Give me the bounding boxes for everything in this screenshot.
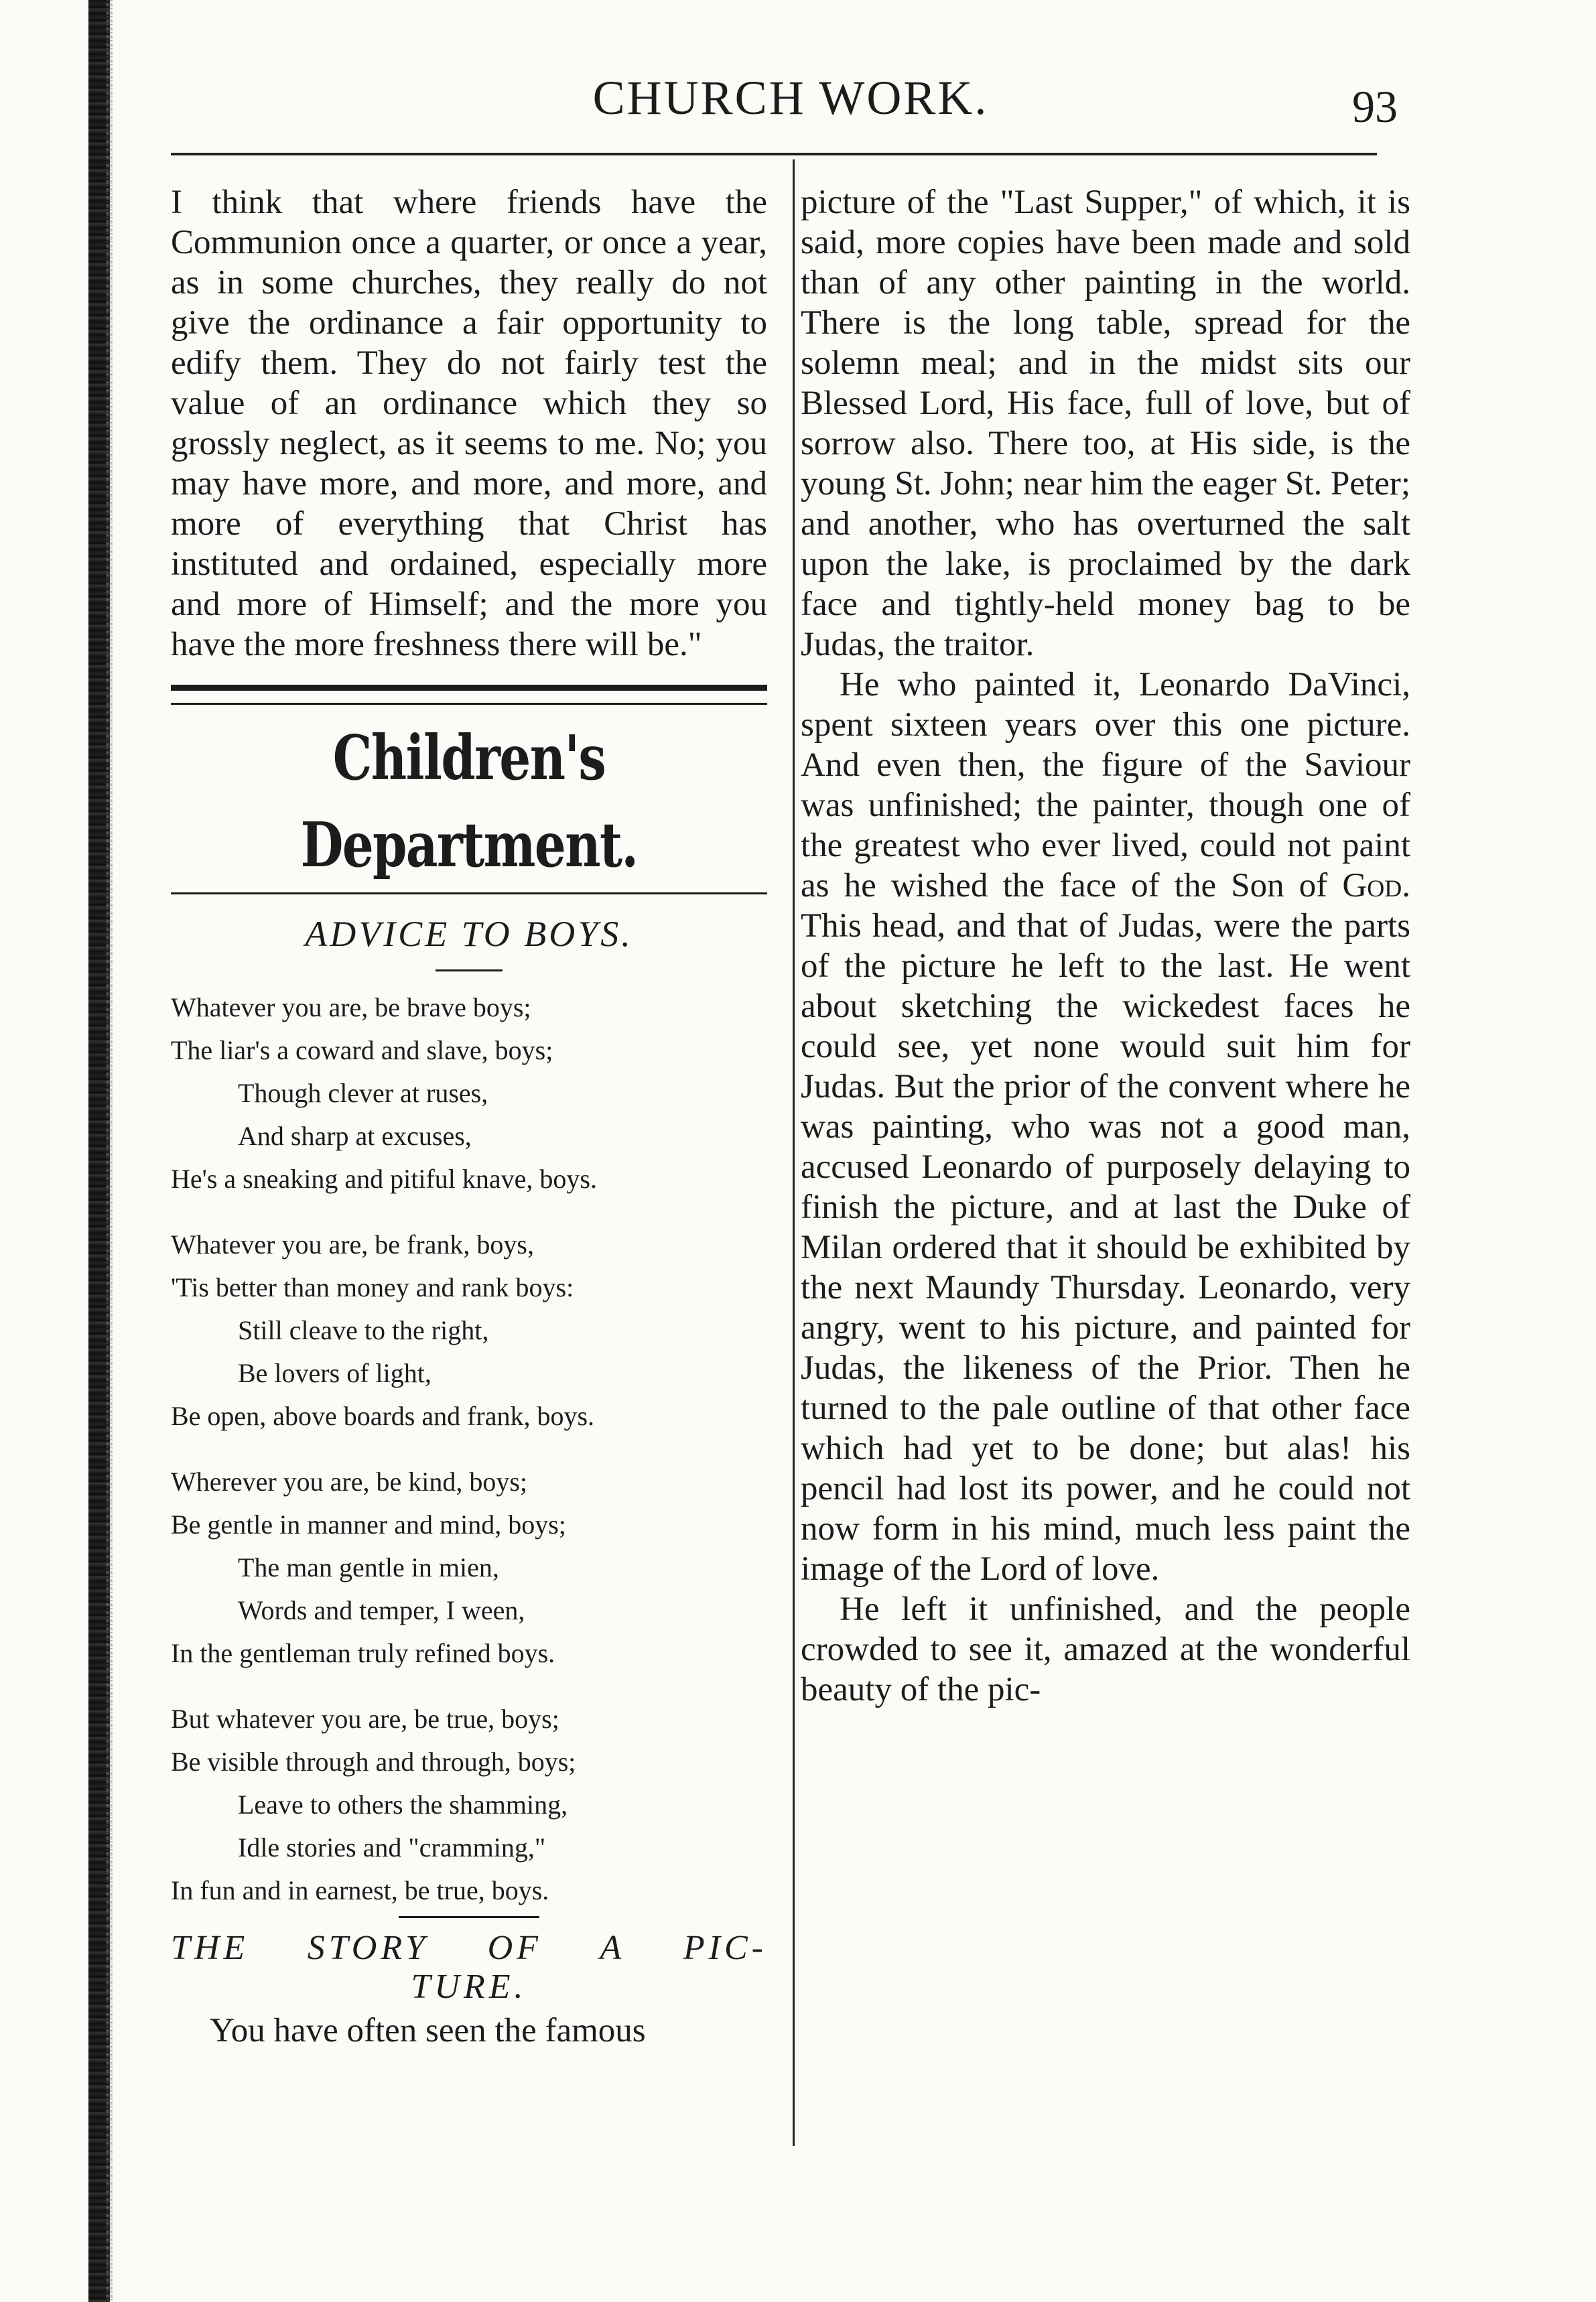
story-title-line-1: THE STORY OF A PIC- — [171, 1929, 767, 1967]
poem-stanza-3 — [171, 1461, 767, 1675]
poem-line: Be visible through and through, boys; — [171, 1747, 576, 1777]
story-paragraph-2-start: He who painted it, Leonardo DaVinci, spent sixteen years over this one picture. And even then, the figure of the Saviour was unfinished; the painter, though one of the greatest who ever lived, could not paint as he wished the face of the Son of — [801, 666, 1410, 904]
poem-title: ADVICE TO BOYS. — [305, 914, 633, 954]
poem-line: Be open, above boards and frank, boys. — [171, 1401, 595, 1431]
poem-line: The man gentle in mien, — [238, 1552, 499, 1582]
opening-paragraph: I think that where friends have the Communion once a quarter, or once a year, as in some churches, they really do not give the ordinance a fair opportunity to edify them. They do not fairly test the value of an ordinance which they so grossly neglect, as it seems to me. No; you may have more, and more, and more, and more of everything that Christ has instituted and ordained, especially more and more of Himself; and the more you have the more freshness there will be." — [171, 184, 767, 663]
story-paragraph-2-end: . This head, and that of Judas, were the parts of the picture he left to the last. He went about sketching the wickedest faces he could see, yet none would suit him for Judas. But the prior of the convent where he was painting, who was not a good man, accused Leonardo of purposely delaying to finish the picture, and at last the Duke of Milan ordered that it should be exhibited by the next Maundy Thursday. Leonardo, very angry, went to his picture, and painted for Judas, the likeness of the Prior. Then he turned to the pale outline of that other face which had yet to be done; but alas! his pencil had lost its power, and he could not now form in his mind, much less paint the image of the Lord of love. — [801, 867, 1410, 1588]
poem-stanza-1 — [171, 986, 767, 1201]
section-rule-thin — [171, 703, 767, 705]
section-rule-thick — [171, 685, 767, 691]
poem-line: But whatever you are, be true, boys; — [171, 1704, 559, 1734]
header-rule — [171, 153, 1377, 155]
poem-line: Whatever you are, be brave boys; — [171, 992, 531, 1022]
poem-line: Words and temper, I ween, — [238, 1595, 525, 1625]
poem-line: In fun and in earnest, be true, boys. — [171, 1875, 549, 1905]
poem-line: The liar's a coward and slave, boys; — [171, 1035, 553, 1065]
page-number: 93 — [1352, 81, 1398, 132]
poem-line: 'Tis better than money and rank boys: — [171, 1272, 574, 1302]
story-first-line: You have often seen the famous — [210, 2012, 646, 2049]
running-head: CHURCH WORK. — [592, 71, 989, 125]
poem-line: Though clever at ruses, — [238, 1078, 488, 1108]
poem-stanza-4 — [171, 1698, 767, 1912]
right-column — [801, 182, 1410, 1710]
story-paragraph-2-god: God — [1342, 867, 1402, 904]
story-rule — [399, 1916, 539, 1918]
poem-line: He's a sneaking and pitiful knave, boys. — [171, 1164, 597, 1194]
column-divider — [793, 159, 795, 2146]
department-title: Children's Department. — [300, 722, 638, 881]
poem-line: Be gentle in manner and mind, boys; — [171, 1509, 566, 1540]
story-title-line-2: TURE. — [411, 1968, 527, 2006]
poem-line: Wherever you are, be kind, boys; — [171, 1467, 528, 1497]
poem-line: Be lovers of light, — [238, 1358, 431, 1388]
poem-line: Still cleave to the right, — [238, 1315, 489, 1345]
poem-line: Whatever you are, be frank, boys, — [171, 1229, 534, 1260]
story-paragraph-1: picture of the "Last Supper," of which, it is said, more copies have been made and sold than of any other painting in the world. There is the long table, spread for the solemn meal; and in the midst sits our Blessed Lord, His face, full of love, but of sorrow also. There too, at His side, is the young St. John; near him the eager St. Peter; and another, who has overturned the salt upon the lake, is proclaimed by the dark face and tightly-held money bag to be Judas, the traitor. — [801, 184, 1410, 663]
left-column — [171, 182, 767, 2051]
poem-stanza-2 — [171, 1223, 767, 1438]
department-rule — [171, 892, 767, 894]
poem-line: Idle stories and "cramming," — [238, 1832, 546, 1863]
poem-title-rule — [436, 969, 503, 971]
story-paragraph-2 — [801, 665, 1410, 1589]
page-spine-edge — [106, 0, 113, 2302]
story-paragraph-3: He left it unfinished, and the people crowded to see it, amazed at the wonderful beauty of the pic- — [801, 1590, 1410, 1708]
poem-line: In the gentleman truly refined boys. — [171, 1638, 555, 1668]
poem-line: Leave to others the shamming, — [238, 1789, 568, 1820]
poem-line: And sharp at excuses, — [238, 1121, 472, 1151]
